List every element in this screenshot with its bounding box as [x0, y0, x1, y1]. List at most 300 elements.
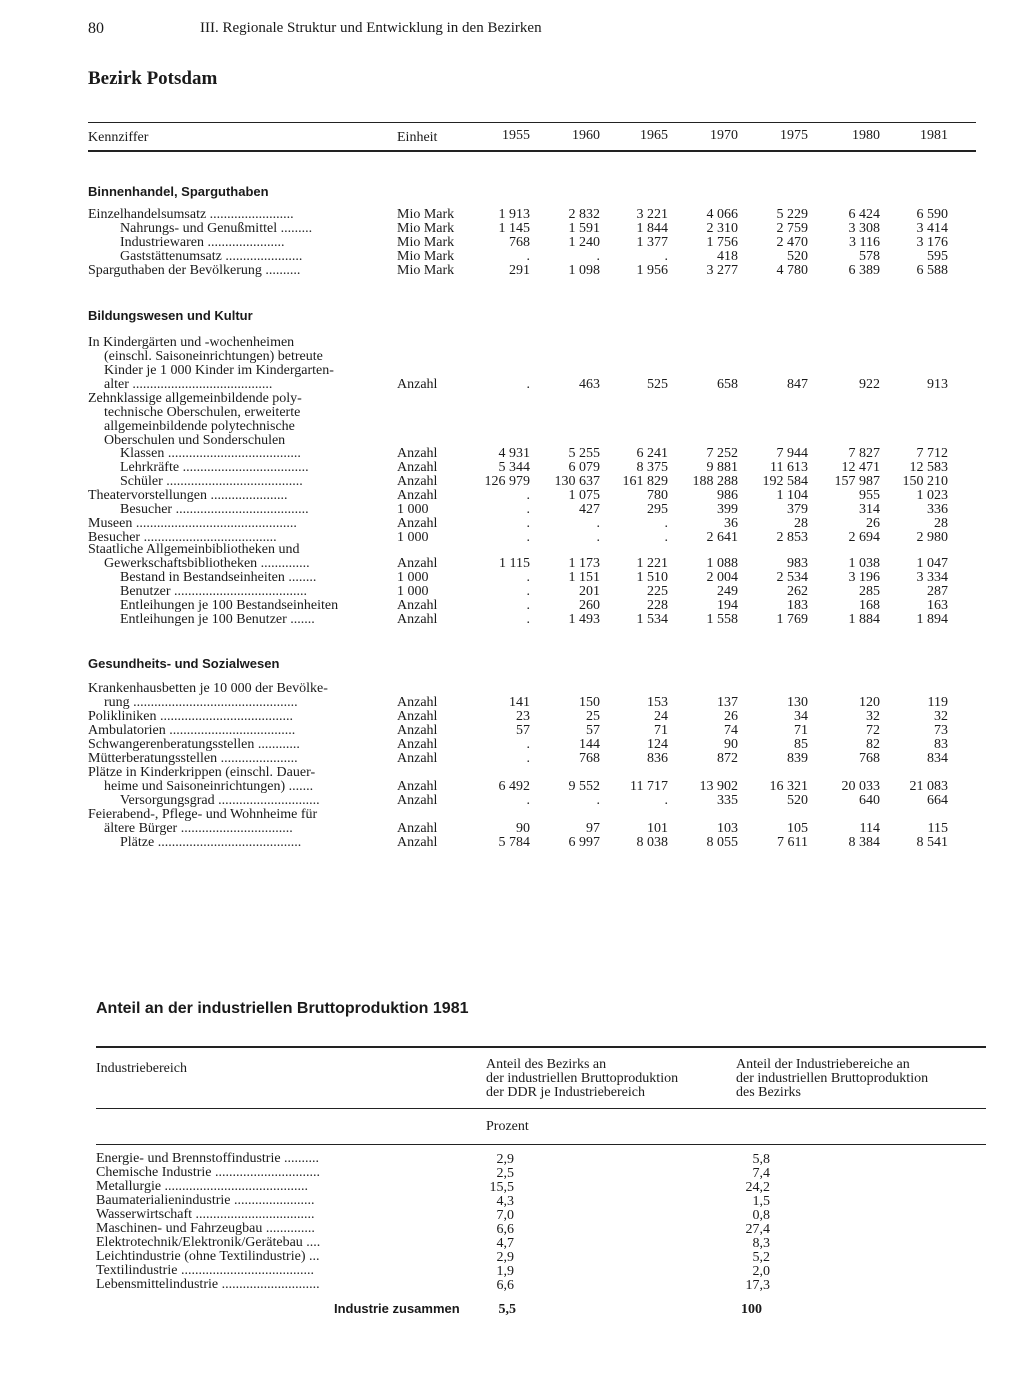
row-value-b: 1,5 — [752, 1194, 770, 1209]
row-label: (einschl. Saisoneinrichtungen) betreute — [104, 349, 323, 364]
row-label: Gewerkschaftsbibliotheken .............. — [104, 556, 310, 571]
row-unit: Mio Mark — [397, 249, 455, 264]
row-value: 153 — [647, 695, 668, 710]
row-value: 1 240 — [568, 235, 600, 250]
row-value: 6 079 — [568, 460, 600, 475]
row-value: 130 637 — [554, 474, 600, 489]
row-value: 379 — [787, 502, 808, 517]
row-value: 768 — [579, 751, 600, 766]
running-header: III. Regionale Struktur und Entwicklung in den Bezirken — [200, 20, 542, 36]
column-header-year: 1955 — [502, 128, 530, 143]
row-label: Staatliche Allgemeinbibliotheken und — [88, 542, 300, 557]
row-value: 6 389 — [848, 263, 880, 278]
row-value: 225 — [647, 584, 668, 599]
row-value: 1 756 — [706, 235, 738, 250]
row-value: 90 — [516, 821, 530, 836]
row-value: 8 541 — [916, 835, 948, 850]
row-label: Gaststättenumsatz ...................... — [120, 249, 303, 264]
row-value: 114 — [859, 821, 880, 836]
row-value: 24 — [654, 709, 668, 724]
row-value-b: 8,3 — [752, 1236, 770, 1251]
row-unit: Anzahl — [397, 709, 438, 724]
section-heading: Binnenhandel, Sparguthaben — [88, 184, 269, 199]
row-value: 150 210 — [902, 474, 948, 489]
row-value: 74 — [724, 723, 738, 738]
row-value: 2 980 — [916, 530, 948, 545]
row-value: 141 — [509, 695, 530, 710]
row-label: Metallurgie ......................................... — [96, 1179, 309, 1194]
row-value: 847 — [787, 377, 808, 392]
row-value: 13 902 — [699, 779, 738, 794]
row-value: 115 — [927, 821, 948, 836]
row-value: 768 — [859, 751, 880, 766]
row-value: 249 — [717, 584, 738, 599]
row-value: 262 — [787, 584, 808, 599]
row-value: 913 — [927, 377, 948, 392]
row-value: 1 151 — [568, 570, 600, 585]
row-label: Polikliniken ...................................... — [88, 709, 293, 724]
row-unit: Anzahl — [397, 516, 438, 531]
row-unit: Anzahl — [397, 779, 438, 794]
row-label: Oberschulen und Sonderschulen — [104, 433, 286, 448]
column-header-a: der industriellen Bruttoproduktion — [486, 1071, 679, 1086]
row-value: 85 — [794, 737, 808, 752]
row-value: 260 — [579, 598, 600, 613]
table1-header-rule — [88, 150, 976, 152]
row-label: Versorgungsgrad ............................. — [120, 793, 320, 808]
column-header-a: Anteil des Bezirks an — [486, 1057, 607, 1072]
row-value: 72 — [866, 723, 880, 738]
row-value: 3 176 — [916, 235, 948, 250]
row-value: 1 884 — [848, 612, 880, 627]
row-value: 119 — [927, 695, 948, 710]
row-value: 83 — [934, 737, 948, 752]
column-header-year: 1965 — [640, 128, 668, 143]
row-value: . — [526, 751, 530, 766]
row-value: 1 493 — [568, 612, 600, 627]
row-unit: Anzahl — [397, 612, 438, 627]
row-value: . — [526, 516, 530, 531]
table2-unit-rule — [96, 1144, 986, 1145]
row-value: 3 196 — [848, 570, 880, 585]
row-label: Krankenhausbetten je 10 000 der Bevölke- — [88, 681, 328, 696]
row-value: 5 344 — [498, 460, 530, 475]
row-value: 130 — [787, 695, 808, 710]
row-value: 1 377 — [636, 235, 668, 250]
row-value: 20 033 — [841, 779, 880, 794]
row-value: 463 — [579, 377, 600, 392]
row-value: . — [526, 612, 530, 627]
row-value: 101 — [647, 821, 668, 836]
row-value: 144 — [579, 737, 600, 752]
column-header-b: der industriellen Bruttoproduktion — [736, 1071, 929, 1086]
row-value: 8 384 — [848, 835, 880, 850]
row-unit: Anzahl — [397, 695, 438, 710]
column-header-a: der DDR je Industriebereich — [486, 1085, 645, 1100]
row-value: . — [526, 584, 530, 599]
row-value: 3 221 — [636, 207, 668, 222]
row-unit: Anzahl — [397, 377, 438, 392]
row-value: 986 — [717, 488, 738, 503]
total-label: Industrie zusammen — [334, 1301, 460, 1316]
row-value: 103 — [717, 821, 738, 836]
row-unit: Anzahl — [397, 460, 438, 475]
row-value: 57 — [586, 723, 600, 738]
row-value: 32 — [934, 709, 948, 724]
row-label: Museen .............................................. — [88, 516, 297, 531]
row-value-b: 0,8 — [752, 1208, 770, 1223]
row-label: Mütterberatungsstellen ...................... — [88, 751, 298, 766]
row-value: 520 — [787, 249, 808, 264]
row-unit: Anzahl — [397, 835, 438, 850]
row-value-b: 5,2 — [752, 1250, 770, 1265]
row-value: 1 956 — [636, 263, 668, 278]
row-value: 34 — [794, 709, 808, 724]
row-unit: Anzahl — [397, 821, 438, 836]
row-value: 2 004 — [706, 570, 738, 585]
row-value: . — [664, 516, 668, 531]
row-value-b: 5,8 — [752, 1152, 770, 1167]
total-value-a: 5,5 — [498, 1302, 516, 1317]
row-value: 71 — [794, 723, 808, 738]
row-value: 1 115 — [499, 556, 530, 571]
row-value: . — [526, 570, 530, 585]
row-value-a: 1,9 — [496, 1264, 514, 1279]
row-value: 12 583 — [909, 460, 948, 475]
column-header-year: 1970 — [710, 128, 738, 143]
row-value: 9 881 — [706, 460, 738, 475]
row-value: 28 — [794, 516, 808, 531]
row-value: 983 — [787, 556, 808, 571]
row-label: Elektrotechnik/Elektronik/Gerätebau .... — [96, 1235, 321, 1250]
row-value: 3 277 — [706, 263, 738, 278]
row-unit: 1 000 — [397, 570, 429, 585]
row-value: 2 694 — [848, 530, 880, 545]
row-value: 7 611 — [777, 835, 808, 850]
row-label: Lehrkräfte .................................... — [120, 460, 309, 475]
row-value: 1 047 — [916, 556, 948, 571]
row-unit: Mio Mark — [397, 235, 455, 250]
column-header-label: Industriebereich — [96, 1061, 187, 1076]
row-value: 157 987 — [834, 474, 880, 489]
row-value: 4 931 — [498, 446, 530, 461]
row-value-b: 24,2 — [745, 1180, 770, 1195]
row-value: 1 038 — [848, 556, 880, 571]
row-value: 1 221 — [636, 556, 668, 571]
row-value: 5 229 — [776, 207, 808, 222]
row-value: 2 534 — [776, 570, 808, 585]
row-value: 520 — [787, 793, 808, 808]
row-value: 71 — [654, 723, 668, 738]
row-label: In Kindergärten und -wochenheimen — [88, 335, 295, 350]
row-value: . — [664, 249, 668, 264]
row-value: 21 083 — [909, 779, 948, 794]
row-value: 16 321 — [769, 779, 808, 794]
row-value: . — [596, 516, 600, 531]
row-value: 525 — [647, 377, 668, 392]
row-value: 9 552 — [568, 779, 600, 794]
row-unit: Anzahl — [397, 751, 438, 766]
table2-top-rule — [96, 1046, 986, 1048]
row-unit: Mio Mark — [397, 221, 455, 236]
row-value: 285 — [859, 584, 880, 599]
row-value: 126 979 — [484, 474, 530, 489]
row-value: 4 066 — [706, 207, 738, 222]
section-heading: Gesundheits- und Sozialwesen — [88, 656, 280, 671]
row-label: Schüler ....................................... — [120, 474, 303, 489]
row-value: 2 759 — [776, 221, 808, 236]
row-value: 6 588 — [916, 263, 948, 278]
row-label: Plätze in Kinderkrippen (einschl. Dauer- — [88, 765, 316, 780]
row-unit: Anzahl — [397, 446, 438, 461]
row-value-a: 2,9 — [496, 1250, 514, 1265]
row-value: 11 613 — [770, 460, 808, 475]
row-label: allgemeinbildende polytechnische — [104, 419, 295, 434]
row-value: 7 827 — [848, 446, 880, 461]
row-value: 1 098 — [568, 263, 600, 278]
row-value-b: 7,4 — [752, 1166, 770, 1181]
row-value: 1 104 — [776, 488, 808, 503]
row-label: Klassen ...................................... — [120, 446, 301, 461]
row-value-a: 6,6 — [496, 1222, 514, 1237]
row-value: 955 — [859, 488, 880, 503]
row-value: 3 334 — [916, 570, 948, 585]
row-value-a: 4,7 — [496, 1236, 514, 1251]
row-value: 3 414 — [916, 221, 948, 236]
column-header-year: 1960 — [572, 128, 600, 143]
row-label: Kinder je 1 000 Kinder im Kindergarten- — [104, 363, 334, 378]
row-value: 7 944 — [776, 446, 808, 461]
row-value: 23 — [516, 709, 530, 724]
row-value: 2 310 — [706, 221, 738, 236]
page-title: Bezirk Potsdam — [88, 68, 218, 89]
row-value: 839 — [787, 751, 808, 766]
row-label: Industriewaren ...................... — [120, 235, 285, 250]
row-value: . — [526, 488, 530, 503]
row-label: Besucher ...................................... — [88, 530, 277, 545]
row-value: 418 — [717, 249, 738, 264]
row-value: 183 — [787, 598, 808, 613]
row-unit: Anzahl — [397, 474, 438, 489]
row-value-b: 2,0 — [752, 1264, 770, 1279]
row-value: . — [526, 249, 530, 264]
row-label: Maschinen- und Fahrzeugbau .............. — [96, 1221, 315, 1236]
row-value: 57 — [516, 723, 530, 738]
row-value: . — [664, 793, 668, 808]
row-value: 3 308 — [848, 221, 880, 236]
row-label: Zehnklassige allgemeinbildende poly- — [88, 391, 302, 406]
row-label: Plätze ......................................... — [120, 835, 302, 850]
row-value: 780 — [647, 488, 668, 503]
row-value: 124 — [647, 737, 668, 752]
row-value: 1 145 — [498, 221, 530, 236]
row-value: 201 — [579, 584, 600, 599]
row-unit: Anzahl — [397, 793, 438, 808]
row-value: 836 — [647, 751, 668, 766]
row-value: 192 584 — [762, 474, 808, 489]
row-label: Einzelhandelsumsatz ........................ — [88, 207, 294, 222]
row-value: 1 534 — [636, 612, 668, 627]
row-value: 1 894 — [916, 612, 948, 627]
row-value: 2 853 — [776, 530, 808, 545]
row-value: 3 116 — [849, 235, 880, 250]
row-value: 6 492 — [498, 779, 530, 794]
row-value: 1 913 — [498, 207, 530, 222]
row-value: 2 832 — [568, 207, 600, 222]
row-value: 595 — [927, 249, 948, 264]
row-value: 335 — [717, 793, 738, 808]
row-unit: Anzahl — [397, 598, 438, 613]
row-value: . — [596, 793, 600, 808]
row-value-a: 2,9 — [496, 1152, 514, 1167]
row-value-a: 2,5 — [496, 1166, 514, 1181]
row-value: 36 — [724, 516, 738, 531]
row-label: Schwangerenberatungsstellen ............ — [88, 737, 300, 752]
row-value: . — [526, 502, 530, 517]
row-value: 25 — [586, 709, 600, 724]
row-label: Bestand in Bestandseinheiten ........ — [120, 570, 317, 585]
row-value: 834 — [927, 751, 948, 766]
row-value: 6 241 — [636, 446, 668, 461]
row-value: 287 — [927, 584, 948, 599]
row-value: 194 — [717, 598, 738, 613]
row-label: Entleihungen je 100 Bestandseinheiten — [120, 598, 339, 613]
row-value: 228 — [647, 598, 668, 613]
row-value: 6 424 — [848, 207, 880, 222]
row-value: 314 — [859, 502, 880, 517]
row-value: 73 — [934, 723, 948, 738]
column-header-label: Kennziffer — [88, 130, 149, 145]
row-value: 1 844 — [636, 221, 668, 236]
row-value-a: 7,0 — [496, 1208, 514, 1223]
row-value: 6 997 — [568, 835, 600, 850]
row-unit: 1 000 — [397, 584, 429, 599]
row-unit: Anzahl — [397, 723, 438, 738]
column-header-year: 1975 — [780, 128, 808, 143]
row-value: 137 — [717, 695, 738, 710]
row-value: 664 — [927, 793, 948, 808]
row-unit: 1 000 — [397, 530, 429, 545]
row-label: technische Oberschulen, erweiterte — [104, 405, 301, 420]
row-value: 163 — [927, 598, 948, 613]
row-label: Leichtindustrie (ohne Textilindustrie) ... — [96, 1249, 320, 1264]
row-label: rung ............................................... — [104, 695, 298, 710]
row-value: 11 717 — [630, 779, 668, 794]
row-value: 105 — [787, 821, 808, 836]
row-value: 12 471 — [841, 460, 880, 475]
column-header-year: 1981 — [920, 128, 948, 143]
row-value: 1 510 — [636, 570, 668, 585]
row-value: . — [526, 530, 530, 545]
table2-title: Anteil an der industriellen Bruttoproduktion 1981 — [96, 1000, 469, 1017]
row-label: alter ........................................ — [104, 377, 273, 392]
row-value: 28 — [934, 516, 948, 531]
row-value: 2 641 — [706, 530, 738, 545]
row-value: 5 784 — [498, 835, 530, 850]
column-header-year: 1980 — [852, 128, 880, 143]
row-value: 1 769 — [776, 612, 808, 627]
row-value: 1 088 — [706, 556, 738, 571]
row-value: . — [526, 737, 530, 752]
row-value: 872 — [717, 751, 738, 766]
row-value: 168 — [859, 598, 880, 613]
row-value-b: 27,4 — [745, 1222, 770, 1237]
row-value-a: 15,5 — [489, 1180, 514, 1195]
row-value: 8 055 — [706, 835, 738, 850]
column-header-unit: Einheit — [397, 130, 438, 145]
row-label: Textilindustrie ...................................... — [96, 1263, 314, 1278]
row-label: Entleihungen je 100 Benutzer ....... — [120, 612, 315, 627]
row-value: 32 — [866, 709, 880, 724]
row-value-a: 4,3 — [496, 1194, 514, 1209]
row-value: . — [526, 793, 530, 808]
row-value: 97 — [586, 821, 600, 836]
row-label: Theatervorstellungen ...................... — [88, 488, 288, 503]
row-value: 26 — [866, 516, 880, 531]
row-unit: 1 000 — [397, 502, 429, 517]
row-value: 1 173 — [568, 556, 600, 571]
row-value: 7 252 — [706, 446, 738, 461]
row-value: 120 — [859, 695, 880, 710]
row-value: . — [526, 377, 530, 392]
row-value: 1 023 — [916, 488, 948, 503]
row-value: . — [664, 530, 668, 545]
row-unit: Mio Mark — [397, 207, 455, 222]
row-value: 26 — [724, 709, 738, 724]
row-unit: Anzahl — [397, 556, 438, 571]
table2-head-rule — [96, 1108, 986, 1109]
row-unit: Anzahl — [397, 488, 438, 503]
row-value: 2 470 — [776, 235, 808, 250]
row-value: 161 829 — [622, 474, 668, 489]
row-value: 658 — [717, 377, 738, 392]
row-label: Nahrungs- und Genußmittel ......... — [120, 221, 313, 236]
row-value: 1 075 — [568, 488, 600, 503]
row-value: 5 255 — [568, 446, 600, 461]
row-value: 578 — [859, 249, 880, 264]
row-value: 768 — [509, 235, 530, 250]
row-value: 8 038 — [636, 835, 668, 850]
row-value-a: 6,6 — [496, 1278, 514, 1293]
row-value: 6 590 — [916, 207, 948, 222]
total-value-b: 100 — [741, 1302, 762, 1317]
row-value: 336 — [927, 502, 948, 517]
row-value: 295 — [647, 502, 668, 517]
row-value: 640 — [859, 793, 880, 808]
row-label: Ambulatorien .................................... — [88, 723, 296, 738]
row-label: Baumaterialienindustrie ....................... — [96, 1193, 315, 1208]
row-label: Besucher ...................................... — [120, 502, 309, 517]
row-label: Wasserwirtschaft .................................. — [96, 1207, 315, 1222]
row-value: 1 558 — [706, 612, 738, 627]
column-header-b: des Bezirks — [736, 1085, 801, 1100]
row-value: 90 — [724, 737, 738, 752]
row-value: 150 — [579, 695, 600, 710]
row-label: Lebensmittelindustrie ............................ — [96, 1277, 320, 1292]
row-value: 1 591 — [568, 221, 600, 236]
row-value: 922 — [859, 377, 880, 392]
row-value-b: 17,3 — [745, 1278, 770, 1293]
row-value: 82 — [866, 737, 880, 752]
row-label: Sparguthaben der Bevölkerung .......... — [88, 263, 301, 278]
section-heading: Bildungswesen und Kultur — [88, 308, 253, 323]
row-value: . — [526, 598, 530, 613]
unit-label: Prozent — [486, 1119, 529, 1134]
row-label: Chemische Industrie .............................. — [96, 1165, 320, 1180]
table1-top-rule — [88, 122, 976, 123]
row-value: 7 712 — [916, 446, 948, 461]
row-value: 291 — [509, 263, 530, 278]
